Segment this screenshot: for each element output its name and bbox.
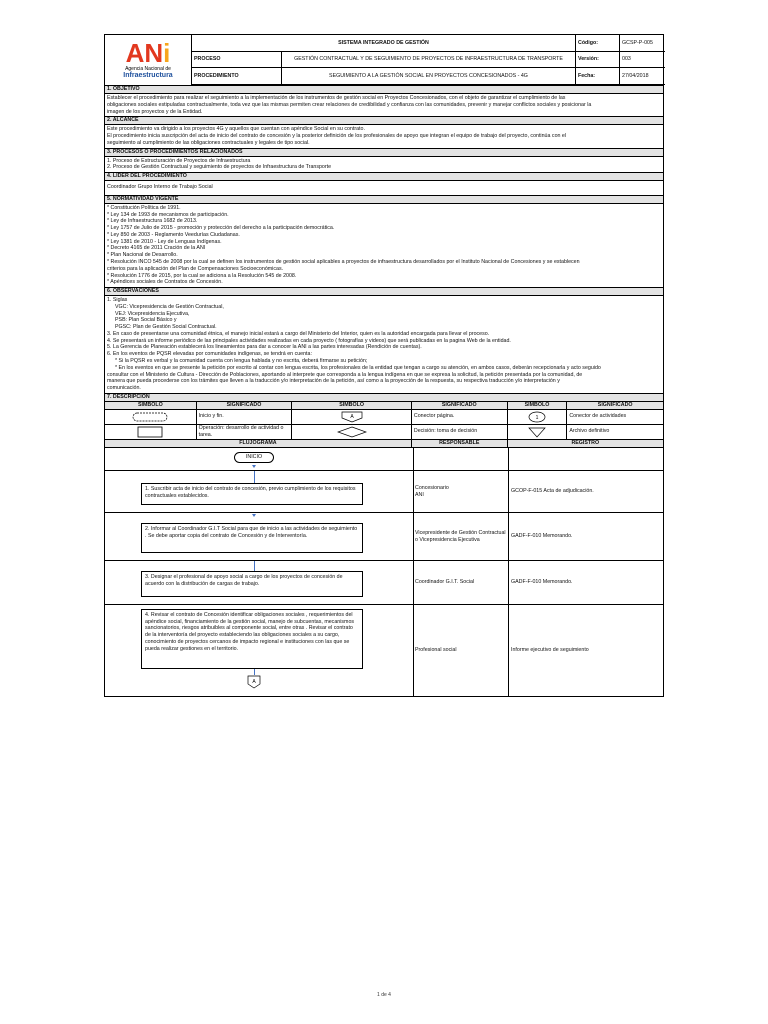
archive-symbol-icon xyxy=(508,425,568,439)
obs-line: comunicación. xyxy=(107,385,141,392)
flow-registro: GADF-F-010 Memorando. xyxy=(511,533,573,540)
document-header xyxy=(104,34,664,85)
alcance-line: Este procedimiento va dirigido a los proyectos 4G y aquellos que cuentan con apéndice Social en su contrato. xyxy=(107,126,365,133)
objetivo-line: Establecer el procedimiento para realizar el seguimiento a la implementación de los instrumentos de gestión social en Proyectos Concesionados, con el objeto de garantizar el cumplimiento de las xyxy=(107,95,566,101)
flow-step-cell xyxy=(105,513,414,561)
objetivo-line: imagen de los proyectos y de la Entidad. xyxy=(107,108,203,115)
section-title-observaciones: 6. OBSERVACIONES xyxy=(104,287,664,295)
section-body-lider xyxy=(104,180,664,195)
flow-responsable: Concesionario ANI xyxy=(413,471,509,513)
fecha-label: Fecha: xyxy=(575,68,619,85)
flowchart xyxy=(104,447,664,697)
norma-line: * Ley de Infraestructura 1682 de 2013. xyxy=(107,218,198,225)
logo-letter-i: i xyxy=(163,38,171,68)
section-title-lider: 4. LIDER DEL PROCEDIMIENTO xyxy=(104,172,664,180)
flow-step-box: 2. Informar al Coordinador G.I.T Social para que de inicio a las actividades de seguimiento . Se debe aportar copia del contrato de Concesión y de Interventoría. xyxy=(141,523,363,553)
connector-line xyxy=(254,471,255,483)
flow-responsable: Vicepresidente de Gestión Contractual o Vicepresidencia Ejecutiva xyxy=(413,513,509,561)
legend-decision-text: Decisión: toma de decisión xyxy=(412,425,508,439)
obs-line: manera que pueda procederse con los trámites que lleven a la traducción y/o interpretación de la petición, así como a la proyección de la respuesta, su respectiva traducción y/o interpretación y xyxy=(107,378,560,385)
alcance-line: El procedimiento inicia suscripción del acta de inicio del contrato de concesión y la posterior definición de los profesionales de apoyo que integran el equipo de trabajo del proyecto, continúa con el xyxy=(107,133,567,140)
section-body-alcance xyxy=(104,124,664,147)
flow-row-inicio xyxy=(105,448,663,470)
legend-operacion-text: Operación: desarrollo de actividad o tarea. xyxy=(197,425,293,439)
flow-resp-cell xyxy=(413,448,509,470)
legend-inicio-text: Inicio y fin. xyxy=(197,410,293,424)
page-connector-symbol-icon xyxy=(292,410,412,424)
version-label: Versión: xyxy=(575,52,619,68)
proceso-label: PROCESO xyxy=(191,52,281,68)
norma-line: * Constitución Política de 1991. xyxy=(107,204,181,211)
logo-subtitle-brand: Infraestructura xyxy=(123,72,173,79)
section-title-objetivo: 1. OBJETIVO xyxy=(104,85,664,93)
version-value: 003 xyxy=(619,52,665,68)
legend-row-1 xyxy=(104,409,664,424)
page-connector-icon xyxy=(246,675,262,692)
end-connector-letter: A xyxy=(252,678,256,685)
codigo-value: GCSP-P-005 xyxy=(619,35,665,52)
section-title-descripcion: 7. DESCRIPCION xyxy=(104,393,664,401)
norma-line: * Apéndices sociales de Contratos de Concesión. xyxy=(107,279,223,286)
flow-responsable: Coordinador G.I.T. Social xyxy=(413,561,509,605)
obs-line: * Si la PQSR es verbal y la comunidad cuenta con lengua hablada y no escrita, deberá firmarse su petición; xyxy=(115,357,368,364)
procedimiento-label: PROCEDIMIENTO xyxy=(191,68,281,85)
flow-header-registro: REGISTRO xyxy=(508,440,663,447)
fecha-value: 27/04/2018 xyxy=(619,68,665,85)
logo-subtitle: Agencia Nacional de xyxy=(125,66,171,72)
obs-line: VGC: Vicepresidencia de Gestión Contractual, xyxy=(115,303,224,310)
legend-archivo-text: Archivo definitivo xyxy=(569,428,610,435)
terminator-symbol-icon xyxy=(105,410,197,424)
flow-step-cell xyxy=(105,561,414,605)
norma-line: * Ley 134 de 1993 de mecanismos de participación. xyxy=(107,211,229,218)
proceso-value: GESTIÓN CONTRACTUAL Y DE SEGUIMIENTO DE PROYECTOS DE INFRAESTRUCTURA DE TRANSPORTE xyxy=(281,52,575,68)
section-body-observaciones xyxy=(104,295,664,393)
legend-header: SIGNIFICADO xyxy=(412,402,508,409)
flow-row-step-4 xyxy=(105,604,663,697)
obs-line: 3. En caso de presentarse una comunidad étnica, el manejo inicial estará a cargo del Ministerio del Interior, quien es la autoridad encargada para llevar el proceso. xyxy=(107,330,490,337)
process-symbol-icon xyxy=(105,425,197,439)
flow-registro: GCOP-F-015 Acta de adjudicación. xyxy=(511,488,594,495)
flow-registro: GADF-F-010 Memorando. xyxy=(511,579,573,586)
obs-line: VEJ: Vicepresidencia Ejecutiva, xyxy=(115,310,190,317)
flow-reg-cell xyxy=(509,448,663,470)
connector-letter: A xyxy=(349,413,354,420)
section-body-normatividad xyxy=(104,203,664,287)
legend-conector-pagina-text: Conector página. xyxy=(412,410,508,424)
legend-header-row xyxy=(104,401,664,409)
obs-line: PGSC: Plan de Gestión Social Contractual. xyxy=(115,324,217,331)
norma-line: * Resolución 1776 de 2015, por la cual se adiciona a la Resolución 545 de 2008. xyxy=(107,272,297,279)
legend-header: SIMBOLO xyxy=(105,402,197,409)
norma-line: * Ley 1757 de Julio de 2015 - promoción y protección del derecho a la participación democrática. xyxy=(107,225,335,232)
obs-line: PSB: Plan Social Básico y xyxy=(115,317,177,324)
obs-line: 4. Se presentará un informe periódico de las principales actividades realizadas en cada proyecto ( fotografías y videos) que será publicadas en la pagina Web de la entidad. xyxy=(107,337,511,344)
arrow-down-icon xyxy=(252,514,256,517)
section-title-alcance: 2. ALCANCE xyxy=(104,116,664,124)
flow-step-cell xyxy=(105,605,414,697)
norma-line: * Ley 850 de 2003 - Reglamento Veedurías Ciudadanas. xyxy=(107,231,240,238)
flow-step-box: 3. Designar el profesional de apoyo social a cargo de los proyectos de concesión de acuerdo con la distribución de cargas de trabajo. xyxy=(141,571,363,597)
connector-line xyxy=(254,561,255,571)
flow-header-flujograma: FLUJOGRAMA xyxy=(105,440,412,447)
ani-logo xyxy=(105,35,192,85)
legend-header: SIGNIFICADO xyxy=(567,402,663,409)
obs-line: * En los eventos en que se presente la petición por escrito al contar con lengua escrita, los profesionales de la entidad que tengan a cargo su atención, en ambos casos, deberán recepcionarla y acto seguido xyxy=(115,364,601,371)
flow-responsable: Profesional social xyxy=(413,605,509,697)
flow-registro: Informe ejecutivo de seguimiento xyxy=(511,647,589,654)
document xyxy=(104,34,664,697)
procesos-line: 2. Proceso de Gestión Contractual y seguimiento de proyectos de Infraestructura de Transporte xyxy=(107,164,332,171)
norma-line: criterios para la aplicación del Plan de Compensaciones Socioeconómicas. xyxy=(107,265,284,272)
section-body-objetivo xyxy=(104,93,664,116)
flow-row-step-2 xyxy=(105,512,663,561)
inicio-terminator: INICIO xyxy=(234,452,274,463)
legend-header: SIGNIFICADO xyxy=(197,402,293,409)
section-title-normatividad: 5. NORMATIVIDAD VIGENTE xyxy=(104,195,664,203)
legend-row-2 xyxy=(104,424,664,439)
flow-row-step-1 xyxy=(105,470,663,513)
flow-row-step-3 xyxy=(105,560,663,605)
arrow-down-icon xyxy=(252,465,256,468)
norma-line: * Decreto 4165 de 2011 Cración de la ANI xyxy=(107,245,206,252)
legend-header: SIMBOLO xyxy=(508,402,568,409)
logo-mark xyxy=(126,40,171,66)
section-title-procesos: 3. PROCESOS O PROCEDIMIENTOS RELACIONADOS xyxy=(104,148,664,156)
page-number: 1 de 4 xyxy=(377,992,391,998)
objetivo-line: obligaciones sociales estipuladas contractualmente, toda vez que las mismas permiten crear relaciones de credibilidad y confianza con las comunidades, prevenir y manejar conflictos sociales y posicionar la xyxy=(107,101,592,108)
procesos-line: 1. Proceso de Estructuración de Proyectos de Infraestructura xyxy=(107,157,251,164)
alcance-line: seguimiento al cumplimiento de las obligaciones contractuales y legales de tipo social. xyxy=(107,139,310,146)
procedimiento-value: SEGUIMIENTO A LA GESTIÓN SOCIAL EN PROYECTOS CONCESIONADOS - 4G xyxy=(281,68,575,85)
flow-step-cell xyxy=(105,471,414,513)
system-title: SISTEMA INTEGRADO DE GESTIÓN xyxy=(191,35,575,52)
section-body-procesos xyxy=(104,156,664,173)
logo-letter-a: A xyxy=(125,38,145,68)
obs-line: 1. Siglas xyxy=(107,297,128,304)
activity-connector-symbol-icon xyxy=(508,410,568,424)
flow-header-row xyxy=(104,439,664,447)
flow-step-box: 1. Suscribir acta de inicio del contrato de concesión, previo cumplimiento de los requisitos contractuales establecidos. xyxy=(141,483,363,505)
norma-line: * Resolución INCO 545 de 2008 por la cual se definen los instrumentos de gestión social aplicables a proyectos de infraestructura desarrollados por el Instituto Nacional de Concesiones y se establecen xyxy=(107,259,580,266)
norma-line: * Ley 1381 de 2010 - Ley de Lenguas Indígenas. xyxy=(107,238,222,245)
flow-step-box: 4. Revisar el contrato de Concesión identificar obligaciones sociales , requerimientos del apéndice social, financiamiento de la gestión social, manejo de subcuentas, mecanismos sancionatorios, riesgos atribuibles al componente social, entre otras . Revisar el contrato de la interventoría del proyecto estableciendo las obligaciones sociales a su cargo, conocimiento de proyectos cercanos de impacto regional e instituciones con las que se pueda realizar gestiones en el territorio. xyxy=(141,609,363,669)
codigo-label: Código: xyxy=(575,35,619,52)
lider-line: Coordinador Grupo Interno de Trabajo Social xyxy=(107,184,213,191)
logo-letter-n: N xyxy=(144,38,164,68)
decision-symbol-icon xyxy=(292,425,412,439)
flow-step-cell xyxy=(105,448,414,470)
obs-line: consultar con el Ministerio de Cultura - Dirección de Poblaciones, aportando al interprete que corresponda a la lengua indígena en que se expresa la solicitud, la petición presentada por la comunidad, de xyxy=(107,371,583,378)
legend-conector-actividades-text: Conector de actividades xyxy=(569,413,627,420)
connector-number: 1 xyxy=(535,414,539,421)
obs-line: 6. En los eventos de PQSR elevadas por comunidades indígenas, se tendrá en cuenta: xyxy=(107,351,312,358)
legend-header: SIMBOLO xyxy=(292,402,412,409)
flow-header-responsable: RESPONSABLE xyxy=(412,440,508,447)
obs-line: 5. La Gerencia de Planeación establecerá los lineamientos para dar a conocer la ANI a las partes interesadas (Rendición de cuentas). xyxy=(107,344,422,351)
norma-line: * Plan Nacional de Desarrollo. xyxy=(107,252,178,259)
